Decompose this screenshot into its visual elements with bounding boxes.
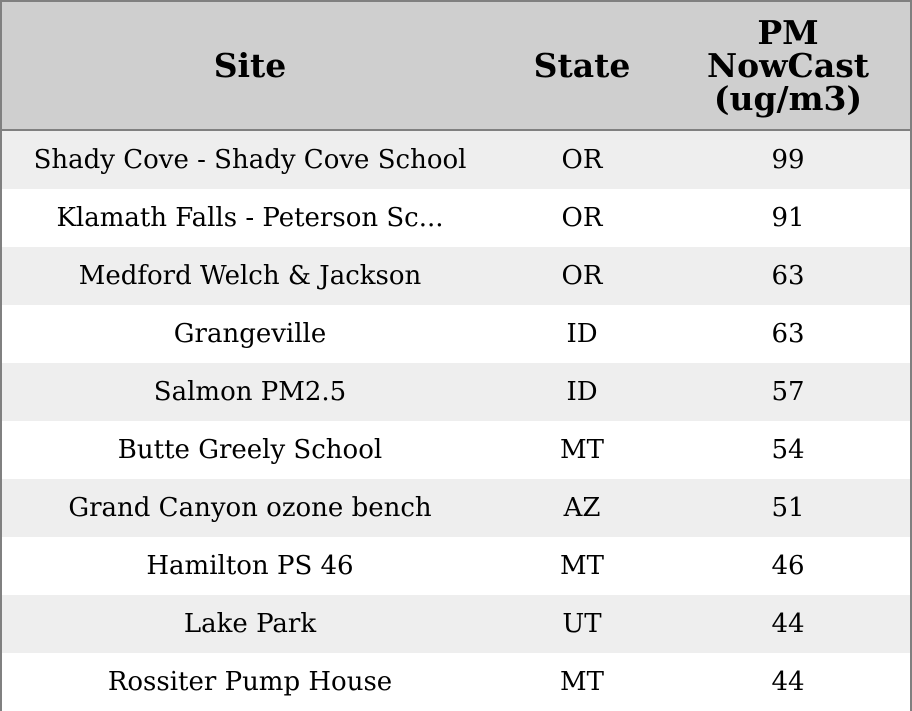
table-row [2, 595, 910, 653]
table-header [2, 2, 910, 131]
pm-cell: 44 [771, 609, 805, 639]
state-cell: ID [566, 319, 598, 349]
table-row [2, 363, 910, 421]
table-row [2, 653, 910, 711]
state-cell: MT [560, 435, 604, 465]
state-cell: UT [562, 609, 602, 639]
state-cell: OR [561, 203, 603, 233]
table-row [2, 247, 910, 305]
site-cell: Salmon PM2.5 [153, 377, 347, 407]
site-cell: Klamath Falls - Peterson Sc... [56, 203, 444, 233]
state-cell: ID [566, 377, 598, 407]
table-row [2, 421, 910, 479]
table-row [2, 537, 910, 595]
header-pm-nowcast: PM NowCast (ug/m3) [706, 13, 870, 118]
table-row [2, 189, 910, 247]
site-cell: Rossiter Pump House [107, 667, 393, 697]
state-cell: OR [561, 145, 603, 175]
pm-cell: 63 [771, 261, 805, 291]
header-state: State [533, 46, 631, 85]
pm-cell: 54 [771, 435, 805, 465]
site-cell: Medford Welch & Jackson [78, 261, 422, 291]
table-row [2, 479, 910, 537]
pm-cell: 44 [771, 667, 805, 697]
pm-cell: 51 [771, 493, 805, 523]
state-cell: AZ [563, 493, 601, 523]
pm-cell: 99 [771, 145, 805, 175]
pm-cell: 91 [771, 203, 805, 233]
pm-cell: 57 [771, 377, 805, 407]
site-cell: Grangeville [173, 319, 327, 349]
site-cell: Butte Greely School [117, 435, 383, 465]
table-row [2, 131, 910, 189]
site-cell: Lake Park [183, 609, 317, 639]
state-cell: MT [560, 667, 604, 697]
header-site: Site [213, 46, 287, 85]
site-cell: Grand Canyon ozone bench [68, 493, 432, 523]
state-cell: OR [561, 261, 603, 291]
site-cell: Hamilton PS 46 [146, 551, 354, 581]
state-cell: MT [560, 551, 604, 581]
pm-cell: 46 [771, 551, 805, 581]
table-body [2, 131, 910, 711]
pm-cell: 63 [771, 319, 805, 349]
table-row [2, 305, 910, 363]
site-cell: Shady Cove - Shady Cove School [33, 145, 467, 175]
